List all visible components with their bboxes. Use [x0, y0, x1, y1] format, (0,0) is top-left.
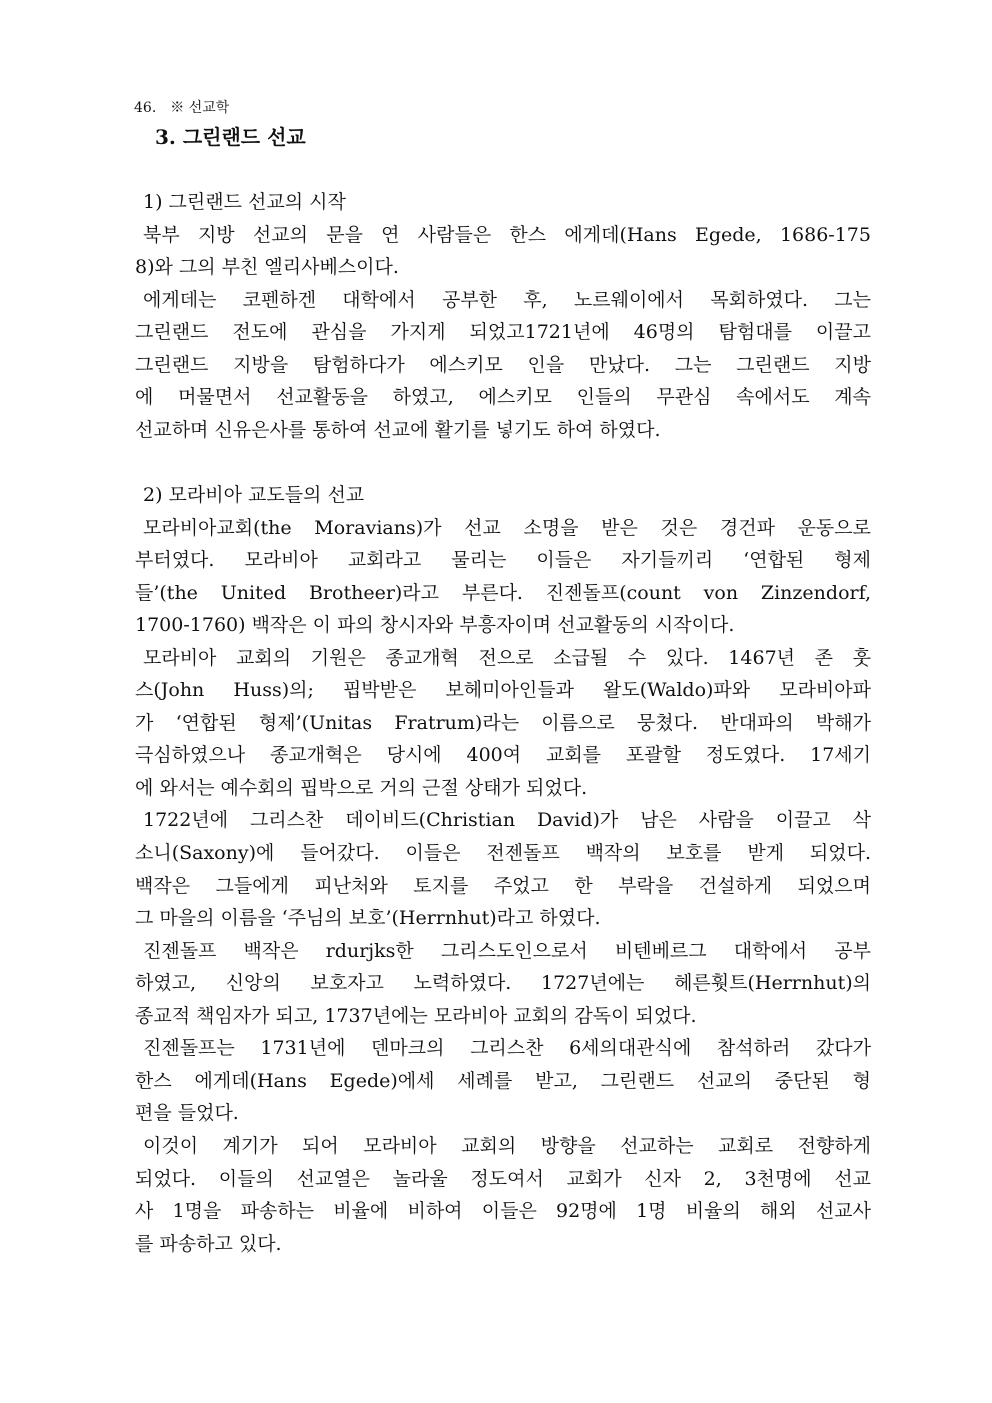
paragraph-line: 사 1명을 파송하는 비율에 비하여 이들은 92명에 1명 비율의 해외 선교사: [135, 1200, 871, 1223]
paragraph-line: 들’(the United Brotheer)라고 부른다. 진젠돌프(count von Zinzendorf,: [135, 581, 871, 604]
paragraph-line: 진젠돌프 백작은 rdurjks한 그리스도인으로서 비텐베르그 대학에서 공부: [143, 939, 871, 962]
paragraph-line: 그린랜드 지방을 탐험하다가 에스키모 인을 만났다. 그는 그린랜드 지방: [135, 353, 871, 376]
paragraph-line: 1700-1760) 백작은 이 파의 창시자와 부흥자이며 선교활동의 시작이다.: [135, 614, 735, 637]
paragraph-line: 가 ‘연합된 형제’(Unitas Fratrum)라는 이름으로 뭉쳤다. 반대파의 박해가: [135, 711, 871, 734]
chapter-title: 3. 그린랜드 선교: [155, 125, 306, 149]
paragraph-line: 부터였다. 모라비아 교회라고 물리는 이들은 자기들끼리 ‘연합된 형제: [135, 549, 871, 572]
paragraph-line: 그 마을의 이름을 ‘주님의 보호’(Herrnhut)라고 하였다.: [135, 907, 601, 930]
blank-line: [135, 446, 871, 479]
paragraph-line: 편을 들었다.: [135, 1102, 239, 1125]
running-title: ※ 선교학: [170, 100, 230, 116]
paragraph-line: 그린랜드 전도에 관심을 가지게 되었고1721년에 46명의 탐험대를 이끌고: [135, 321, 871, 344]
paragraph-line: 극심하였으나 종교개혁은 당시에 400여 교회를 포괄할 정도였다. 17세기: [135, 744, 871, 767]
document-body: [135, 121, 871, 1260]
paragraph-line: 모라비아교회(the Moravians)가 선교 소명을 받은 것은 경건파 운동으로: [143, 516, 871, 539]
paragraph-line: 에게데는 코펜하겐 대학에서 공부한 후, 노르웨이에서 목회하였다. 그는: [143, 288, 871, 311]
paragraph-line: 하였고, 신앙의 보호자고 노력하였다. 1727년에는 헤른훳트(Herrnhut)의: [135, 972, 871, 995]
paragraph-line: 에 와서는 예수회의 핍박으로 거의 근절 상태가 되었다.: [135, 776, 588, 799]
paragraph-line: 소니(Saxony)에 들어갔다. 이들은 전젠돌프 백작의 보호를 받게 되었다.: [135, 842, 871, 865]
section-heading: 2) 모라비아 교도들의 선교: [143, 484, 365, 507]
paragraph-line: 모라비아 교회의 기원은 종교개혁 전으로 소급될 수 있다. 1467년 존 훗: [143, 646, 871, 669]
paragraph-line: 한스 에게데(Hans Egede)에세 세례를 받고, 그린랜드 선교의 중단된 형: [135, 1069, 871, 1092]
paragraph-line: 선교하며 신유은사를 통하여 선교에 활기를 넣기도 하여 하였다.: [135, 418, 661, 441]
page-number: 46.: [134, 100, 157, 116]
paragraph-line: 스(John Huss)의; 핍박받은 보헤미아인들과 왈도(Waldo)파와 모라비아파: [135, 679, 871, 702]
paragraph-line: 북부 지방 선교의 문을 연 사람들은 한스 에게데(Hans Egede, 1686-175: [143, 223, 871, 246]
paragraph-line: 되었다. 이들의 선교열은 놀라울 정도여서 교회가 신자 2, 3천명에 선교: [135, 1167, 871, 1190]
running-header: [134, 99, 229, 117]
paragraph-line: 를 파송하고 있다.: [135, 1232, 282, 1255]
paragraph-line: 진젠돌프는 1731년에 덴마크의 그리스찬 6세의대관식에 참석하러 갔다가: [143, 1037, 871, 1060]
section-heading: 1) 그린랜드 선교의 시작: [143, 191, 346, 214]
paragraph-line: 1722년에 그리스찬 데이비드(Christian David)가 남은 사람을 이끌고 삭: [143, 809, 871, 832]
paragraph-line: 에 머물면서 선교활동을 하였고, 에스키모 인들의 무관심 속에서도 계속: [135, 386, 871, 409]
paragraph-line: 이것이 계기가 되어 모라비아 교회의 방향을 선교하는 교회로 전향하게: [143, 1134, 871, 1157]
paragraph-line: 백작은 그들에게 피난처와 토지를 주었고 한 부락을 건설하게 되었으며: [135, 874, 871, 897]
paragraph-line: 종교적 책임자가 되고, 1737년에는 모라비아 교회의 감독이 되었다.: [135, 1004, 697, 1027]
blank-line: [135, 154, 871, 187]
paragraph-line: 8)와 그의 부친 엘리사베스이다.: [135, 256, 399, 279]
